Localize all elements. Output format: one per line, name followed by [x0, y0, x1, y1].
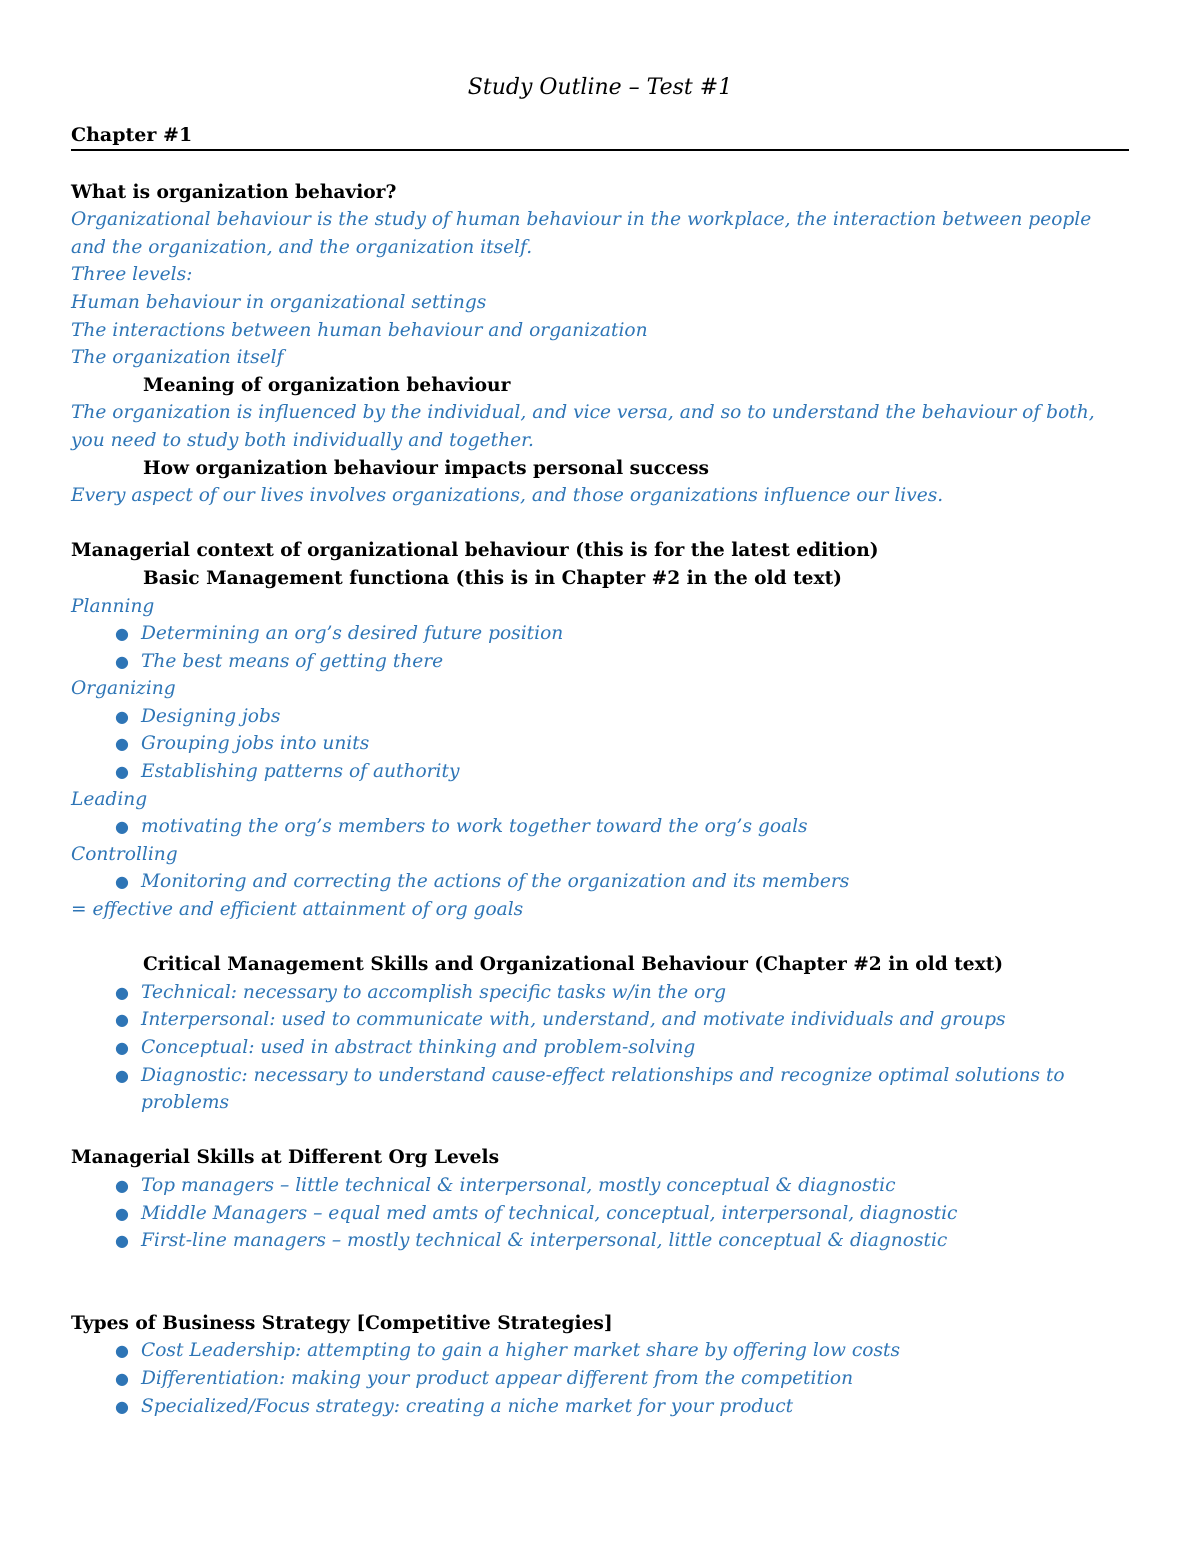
list-item: ● Middle Managers – equal med amts of technical, conceptual, interpersonal, diagnostic — [71, 1200, 1129, 1228]
section-heading: What is organization behavior? — [71, 181, 397, 203]
level-item: Human behaviour in organizational settings — [71, 291, 487, 313]
function-label: Planning — [71, 595, 155, 617]
list-item: ● Conceptual: used in abstract thinking and problem-solving — [71, 1034, 1129, 1062]
list-item: ● motivating the org’s members to work together toward the org’s goals — [71, 813, 1129, 841]
section-heading: Managerial Skills at Different Org Levels — [71, 1147, 500, 1169]
list-item: ● Designing jobs — [71, 703, 1129, 731]
bullet-icon: ● — [115, 734, 129, 754]
bullet-icon: ● — [115, 762, 129, 782]
list-item: ● First-line managers – mostly technical & interpersonal, little conceptual & diagnostic — [71, 1227, 1129, 1255]
list-item: ● Diagnostic: necessary to understand cause-effect relationships and recognize optimal solutions to problems — [71, 1062, 1129, 1117]
list-item: ● Grouping jobs into units — [71, 730, 1129, 758]
bullet-icon: ● — [115, 1396, 129, 1416]
list-item: ● Interpersonal: used to communicate with, understand, and motivate individuals and groups — [71, 1006, 1129, 1034]
list-item: ● Cost Leadership: attempting to gain a higher market share by offering low costs — [71, 1337, 1129, 1365]
function-label: Leading — [71, 788, 148, 810]
sub-heading: How organization behaviour impacts personal success — [143, 457, 710, 479]
bullet-icon: ● — [115, 624, 129, 644]
note-text: you need to study both individually and together. — [71, 429, 534, 451]
spacer — [71, 510, 1129, 538]
bullet-icon: ● — [115, 872, 129, 892]
note-text: Every aspect of our lives involves organizations, and those organizations influence our lives. — [71, 485, 944, 507]
bullet-icon: ● — [115, 706, 129, 726]
bullet-icon: ● — [115, 982, 129, 1002]
bullet-icon: ● — [115, 817, 129, 837]
bullet-icon: ● — [115, 1203, 129, 1223]
list-item: ● Determining an org’s desired future position — [71, 620, 1129, 648]
spacer — [71, 1117, 1129, 1145]
note-text: The organization is influenced by the individual, and vice versa, and so to understand the behaviour of both, — [71, 402, 1095, 424]
function-label: Controlling — [71, 843, 178, 865]
level-item: The interactions between human behaviour and organization — [71, 319, 648, 341]
level-item: The organization itself — [71, 347, 284, 369]
bullet-icon: ● — [115, 1065, 129, 1085]
bullet-icon: ● — [115, 1175, 129, 1195]
bullet-icon: ● — [115, 651, 129, 671]
page-title: Study Outline – Test #1 — [467, 75, 733, 100]
spacer — [71, 151, 1129, 179]
list-item: ● Technical: necessary to accomplish specific tasks w/in the org — [71, 979, 1129, 1007]
list-item: ● Differentiation: making your product appear different from the competition — [71, 1365, 1129, 1393]
bullet-icon: ● — [115, 1341, 129, 1361]
bullet-icon: ● — [115, 1038, 129, 1057]
chapter-heading: Chapter #1 — [71, 122, 1129, 151]
definition-text: Organizational behaviour is the study of human behaviour in the workplace, the interaction between people — [71, 209, 1092, 231]
section-heading: Managerial context of organizational behaviour (this is for the latest edition) — [71, 540, 879, 562]
spacer — [71, 924, 1129, 952]
list-item: ● The best means of getting there — [71, 648, 1129, 676]
definition-text: and the organization, and the organization itself. — [71, 236, 533, 258]
spacer — [71, 1255, 1129, 1310]
bullet-icon: ● — [115, 1231, 129, 1251]
section-heading: Types of Business Strategy [Competitive Strategies] — [71, 1312, 613, 1334]
list-item: ● Establishing patterns of authority — [71, 758, 1129, 786]
sub-heading: Critical Management Skills and Organizational Behaviour (Chapter #2 in old text) — [143, 954, 1004, 976]
result-text: = effective and efficient attainment of org goals — [71, 899, 524, 921]
function-label: Organizing — [71, 678, 176, 700]
sub-heading: Basic Management functiona (this is in Chapter #2 in the old text) — [143, 567, 842, 589]
sub-heading: Meaning of organization behaviour — [143, 374, 511, 396]
levels-label: Three levels: — [71, 264, 193, 286]
list-item: ● Monitoring and correcting the actions of the organization and its members — [71, 868, 1129, 896]
bullet-icon: ● — [115, 1368, 129, 1388]
document-page — [71, 70, 1129, 1420]
list-item: ● Top managers – little technical & interpersonal, mostly conceptual & diagnostic — [71, 1172, 1129, 1200]
bullet-icon: ● — [115, 1010, 129, 1030]
list-item: ● Specialized/Focus strategy: creating a niche market for your product — [71, 1393, 1129, 1421]
